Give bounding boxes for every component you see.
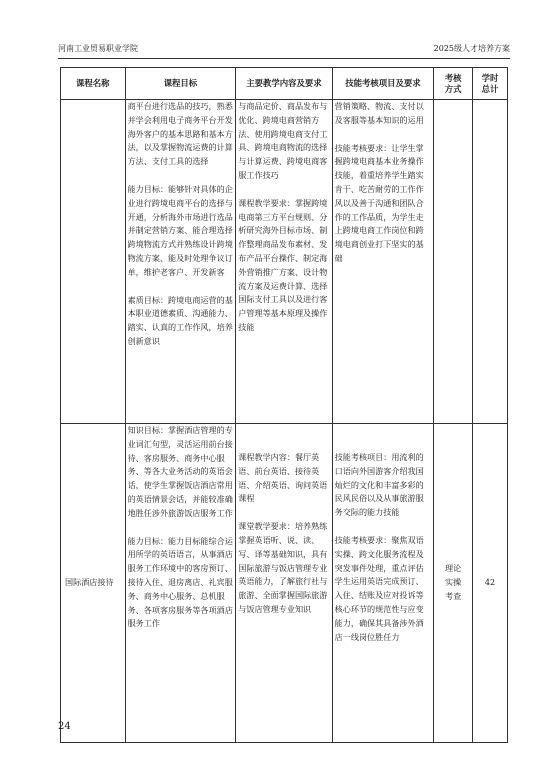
header-rule xyxy=(58,58,510,59)
teaching-content-cell xyxy=(236,100,332,424)
hours-cell: 42 xyxy=(473,424,508,743)
skills-cell xyxy=(332,100,433,424)
skills-paragraph: 营销策略、物流、支付以及客服等基本知识的运用 xyxy=(334,101,424,125)
skills-paragraph: 技能考核要求：让学生掌握跨境电商基本业务操作技能，着重培养学生踏实肯干、吃苦耐劳的工作作风以及善于沟通和团队合作的工作品质，为学生走上跨境电商工作岗位和跨境电商创业打下坚实的基础 xyxy=(334,142,424,263)
goals-paragraph: 素质目标：跨境电商运营的基本职业道德素质、沟通能力、踏实、认真的工作作风，培养创新意识 xyxy=(127,294,233,346)
table-row xyxy=(61,100,508,424)
course-goals-cell xyxy=(125,100,236,424)
course-goals-cell xyxy=(125,424,236,743)
goals-paragraph: 能力目标：能力目标能综合运用所学的英语语言，从事酒店服务工作环境中的客房预订、接待入住、退房离店、礼宾服务、商务中心服务、总机服务、各项客房服务等各项酒店服务工作 xyxy=(127,535,233,629)
content-paragraph: 课程教学内容：餐厅英语、前台英语、接待英语、介绍英语、询问英语课程 xyxy=(238,452,328,504)
goals-paragraph: 能力目标：能够针对具体的企业进行跨境电商平台的选择与开通，分析海外市场进行选品并制定营销方案、能合理选择跨境物流方式并熟练设计跨境物流方案、能及时处理争议订单，维护老客户、开发新客 xyxy=(127,183,233,277)
content-paragraph: 课程教学要求：掌握跨境电商第三方平台规则、分析研究海外目标市场、制作整理商品发布素材、发布产品平台操作、制定海外营销推广方案、设计物流方案及运费计算、选择国际支付工具以及进行客户管理等基本原理及操作技能 xyxy=(238,197,328,332)
goals-paragraph: 知识目标：掌握酒店管理的专业词汇句型，灵活运用前台接待、客房服务、商务中心服务、等各大业务活动的英语会话，使学生掌握饭店酒店常用的英语情景会话，并能较准确地胜任涉外旅游饭店服务工作 xyxy=(127,425,233,518)
column-header-course-name: 课程名称 xyxy=(61,68,126,100)
hours-cell xyxy=(473,100,508,424)
table-row xyxy=(61,424,508,743)
content-paragraph: 与商品定价、商品发布与优化、跨境电商营销方法、使用跨境电商支付工具、跨境电商物流的选择与计算运费、跨境电商客服工作技巧 xyxy=(238,101,328,180)
skills-cell xyxy=(332,424,433,743)
column-header-skills: 技能考核项目及要求 xyxy=(332,68,433,100)
column-header-content: 主要教学内容及要求 xyxy=(236,68,332,100)
content-paragraph: 课堂教学要求：培养熟练掌握英语听、说、读、写、译等基础知识，具有国际旅游与饭店管理专业英语能力，了解旅行社与旅游、全面掌握国际旅游与饭店管理专业知识 xyxy=(238,521,328,614)
column-header-method: 考核 方式 xyxy=(434,68,473,100)
teaching-content-cell xyxy=(236,424,332,743)
curriculum-table xyxy=(60,67,508,743)
course-name-cell xyxy=(61,100,126,424)
goals-paragraph: 商平台进行选品的技巧，熟悉并学会利用电子商务平台开发海外客户的基本思路和基本方法，以及掌握物流运费的计算方法、支付工具的选择 xyxy=(127,101,233,167)
skills-paragraph: 技能考核项目：用流利的口语向外国游客介绍我国灿烂的文化和丰富多彩的民风民俗以及从事旅游服务交际的能力技能 xyxy=(334,452,424,518)
plan-title: 2025级人才培养方案 xyxy=(433,44,510,53)
assessment-method-cell: 理论 实操 考查 xyxy=(434,424,473,743)
assessment-method-cell xyxy=(434,100,473,424)
skills-paragraph: 技能考核要求：聚焦双语实操、跨文化服务流程及突发事件处理，重点评估学生运用英语完成预订、入住、结账及应对投诉等核心环节的规范性与应变能力，确保其具备涉外酒店一线岗位胜任力 xyxy=(334,534,424,642)
course-name-cell: 国际酒店接待 xyxy=(61,424,126,743)
school-name: 河南工业贸易职业学院 xyxy=(58,44,138,53)
column-header-hours: 学时 总计 xyxy=(473,68,508,100)
page-number: 24 xyxy=(58,721,71,732)
column-header-goals: 课程目标 xyxy=(125,68,236,100)
table-header-row xyxy=(61,68,508,100)
